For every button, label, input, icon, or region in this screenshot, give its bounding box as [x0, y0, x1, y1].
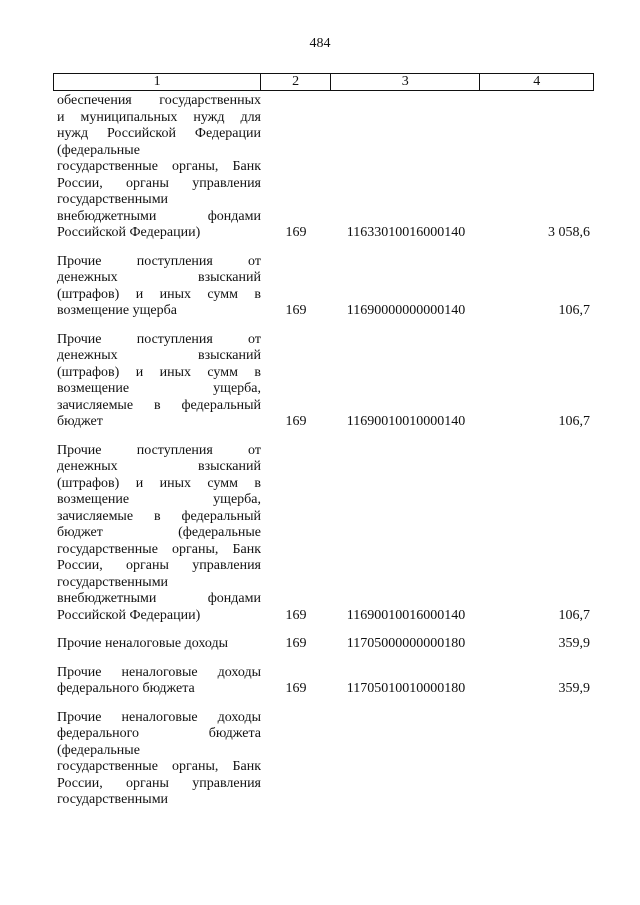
- column-header-4: 4: [533, 74, 541, 89]
- description-line: (штрафов) и иных сумм в: [57, 286, 261, 302]
- table-row: [53, 254, 594, 320]
- description-line: внебюджетными фондами: [57, 208, 261, 224]
- row-admin-code: 169: [285, 636, 307, 651]
- description-line: Прочие неналоговые доходы: [57, 709, 261, 725]
- description-line: зачисляемые в федеральный: [57, 508, 261, 524]
- row-description: [53, 443, 261, 625]
- description-line: (штрафов) и иных сумм в: [57, 364, 261, 380]
- description-line: (штрафов) и иных сумм в: [57, 475, 261, 491]
- description-line: Прочие поступления от: [57, 331, 261, 347]
- row-admin-code: 169: [285, 225, 307, 240]
- description-line: Прочие поступления от: [57, 253, 261, 269]
- description-line: (федеральные: [57, 142, 140, 158]
- table-row: [53, 665, 594, 698]
- description-line: (федеральные: [57, 742, 140, 758]
- description-line: денежных взысканий: [57, 270, 261, 285]
- row-description: [53, 636, 261, 653]
- table-header-row: [53, 73, 594, 91]
- description-line: Прочие поступления от: [57, 442, 261, 458]
- table-row: [53, 710, 594, 809]
- row-description: [53, 332, 261, 431]
- description-line: Российской Федерации): [57, 225, 201, 240]
- description-line: Российской Федерации): [57, 607, 201, 623]
- description-line: России, органы управления: [57, 175, 261, 191]
- row-budget-code: 11705000000000180: [346, 636, 466, 651]
- row-amount: 106,7: [558, 414, 590, 429]
- row-amount: 359,9: [558, 681, 590, 696]
- row-budget-code: 11633010016000140: [346, 225, 466, 240]
- description-line: возмещение ущерба: [57, 303, 177, 318]
- description-line: и муниципальных нужд для: [57, 109, 261, 125]
- table-row: [53, 636, 594, 653]
- row-description: [53, 710, 261, 809]
- column-header-3: 3: [331, 74, 480, 90]
- description-line: денежных взысканий: [57, 459, 261, 474]
- row-admin-code: 169: [285, 303, 307, 318]
- description-line: государственными: [57, 574, 169, 590]
- description-line: государственными: [57, 192, 169, 207]
- description-line: России, органы управления: [57, 558, 261, 573]
- row-admin-code: 169: [285, 681, 307, 696]
- page-number: 484: [309, 36, 331, 51]
- row-budget-code: 11705010010000180: [346, 681, 466, 696]
- description-line: федерального бюджета: [57, 726, 261, 741]
- description-line: государственные органы, Банк: [57, 541, 261, 557]
- description-line: обеспечения государственных: [57, 93, 261, 108]
- row-admin-code: 169: [285, 414, 307, 429]
- description-line: государственные органы, Банк: [57, 159, 261, 174]
- description-line: государственные органы, Банк: [57, 759, 261, 774]
- row-budget-code: 11690000000000140: [346, 303, 466, 318]
- row-amount: 359,9: [558, 636, 590, 651]
- column-header-1: 1: [54, 74, 261, 90]
- row-description: [53, 93, 261, 242]
- row-description: [53, 254, 261, 320]
- table-row: [53, 443, 594, 625]
- table-row: [53, 332, 594, 431]
- row-budget-code: 11690010010000140: [346, 414, 466, 429]
- column-header-2: 2: [261, 74, 331, 90]
- row-description: [53, 665, 261, 698]
- row-amount: 106,7: [558, 303, 590, 318]
- description-line: Прочие неналоговые доходы: [57, 664, 261, 680]
- description-line: возмещение ущерба,: [57, 492, 261, 507]
- description-line: нужд Российской Федерации: [57, 126, 261, 141]
- description-line: денежных взысканий: [57, 348, 261, 363]
- description-line: России, органы управления: [57, 775, 261, 791]
- description-line: зачисляемые в федеральный: [57, 397, 261, 413]
- table-row: [53, 93, 594, 242]
- description-line: возмещение ущерба,: [57, 381, 261, 396]
- row-amount: 106,7: [558, 607, 590, 623]
- table-body: [53, 93, 594, 821]
- description-line: Прочие неналоговые доходы: [57, 636, 229, 651]
- description-line: внебюджетными фондами: [57, 591, 261, 606]
- row-amount: 3 058,6: [548, 225, 590, 240]
- description-line: федерального бюджета: [57, 681, 195, 696]
- row-admin-code: 169: [285, 607, 307, 623]
- description-line: государственными: [57, 792, 169, 807]
- row-budget-code: 11690010016000140: [346, 607, 466, 623]
- description-line: бюджет: [57, 414, 103, 429]
- description-line: бюджет (федеральные: [57, 525, 261, 540]
